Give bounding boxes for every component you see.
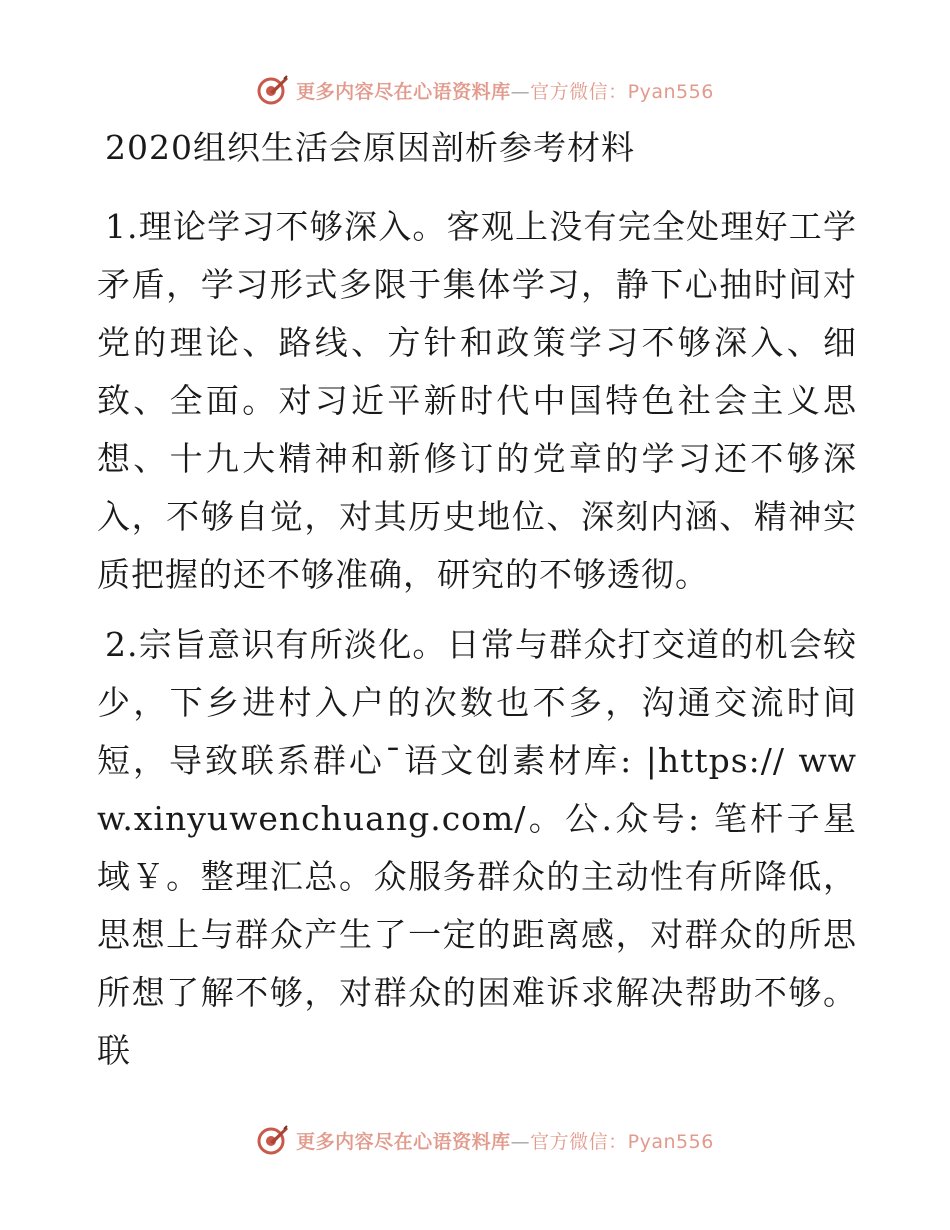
header-banner-inner: [256, 73, 714, 107]
footer-banner-title: 更多内容尽在心语资料库: [296, 1130, 511, 1153]
paragraph-2-text: 2.宗旨意识有所淡化。日常与群众打交道的机会较少，下乡进村入户的次数也不多，沟通交流时间短，导致联系群心¯语文创素材库: |https:// www.xinyuwenchuang.com/。公.众号: 笔杆子星域￥。整理汇总。众服务群众的主动性有所降低，思想上与群众产生了一定的距离感，对群众的所思所想了解不够，对群众的困难诉求解决帮助不够。联: [97, 625, 857, 1070]
paragraph-purpose-awareness: [97, 616, 857, 1080]
paragraph-1-text: 1.理论学习不够深入。客观上没有完全处理好工学矛盾，学习形式多限于集体学习，静下心抽时间对党的理论、路线、方针和政策学习不够深入、细致、全面。对习近平新时代中国特色社会主义思想、十九大精神和新修订的党章的学习还不够深入，不够自觉，对其历史地位、深刻内涵、精神实质把握的还不够准确，研究的不够透彻。: [97, 207, 857, 594]
pen-logo-icon: [256, 1123, 290, 1157]
footer-banner: [0, 1120, 950, 1160]
document-title: 2020组织生活会原因剖析参考材料: [105, 128, 635, 167]
footer-banner-separator: —: [510, 1130, 531, 1153]
footer-banner-text: [296, 1127, 714, 1154]
footer-banner-inner: [256, 1123, 714, 1157]
header-banner-separator: —: [510, 80, 531, 103]
pen-logo-icon: [256, 73, 290, 107]
header-banner-contact: 官方微信：Pyan556: [530, 80, 714, 103]
header-banner-title: 更多内容尽在心语资料库: [296, 80, 511, 103]
footer-banner-contact: 官方微信：Pyan556: [530, 1130, 714, 1153]
header-banner-text: [296, 77, 714, 104]
paragraph-theory-study: [97, 198, 857, 604]
document-body: [97, 126, 857, 1080]
header-banner: [0, 70, 950, 110]
